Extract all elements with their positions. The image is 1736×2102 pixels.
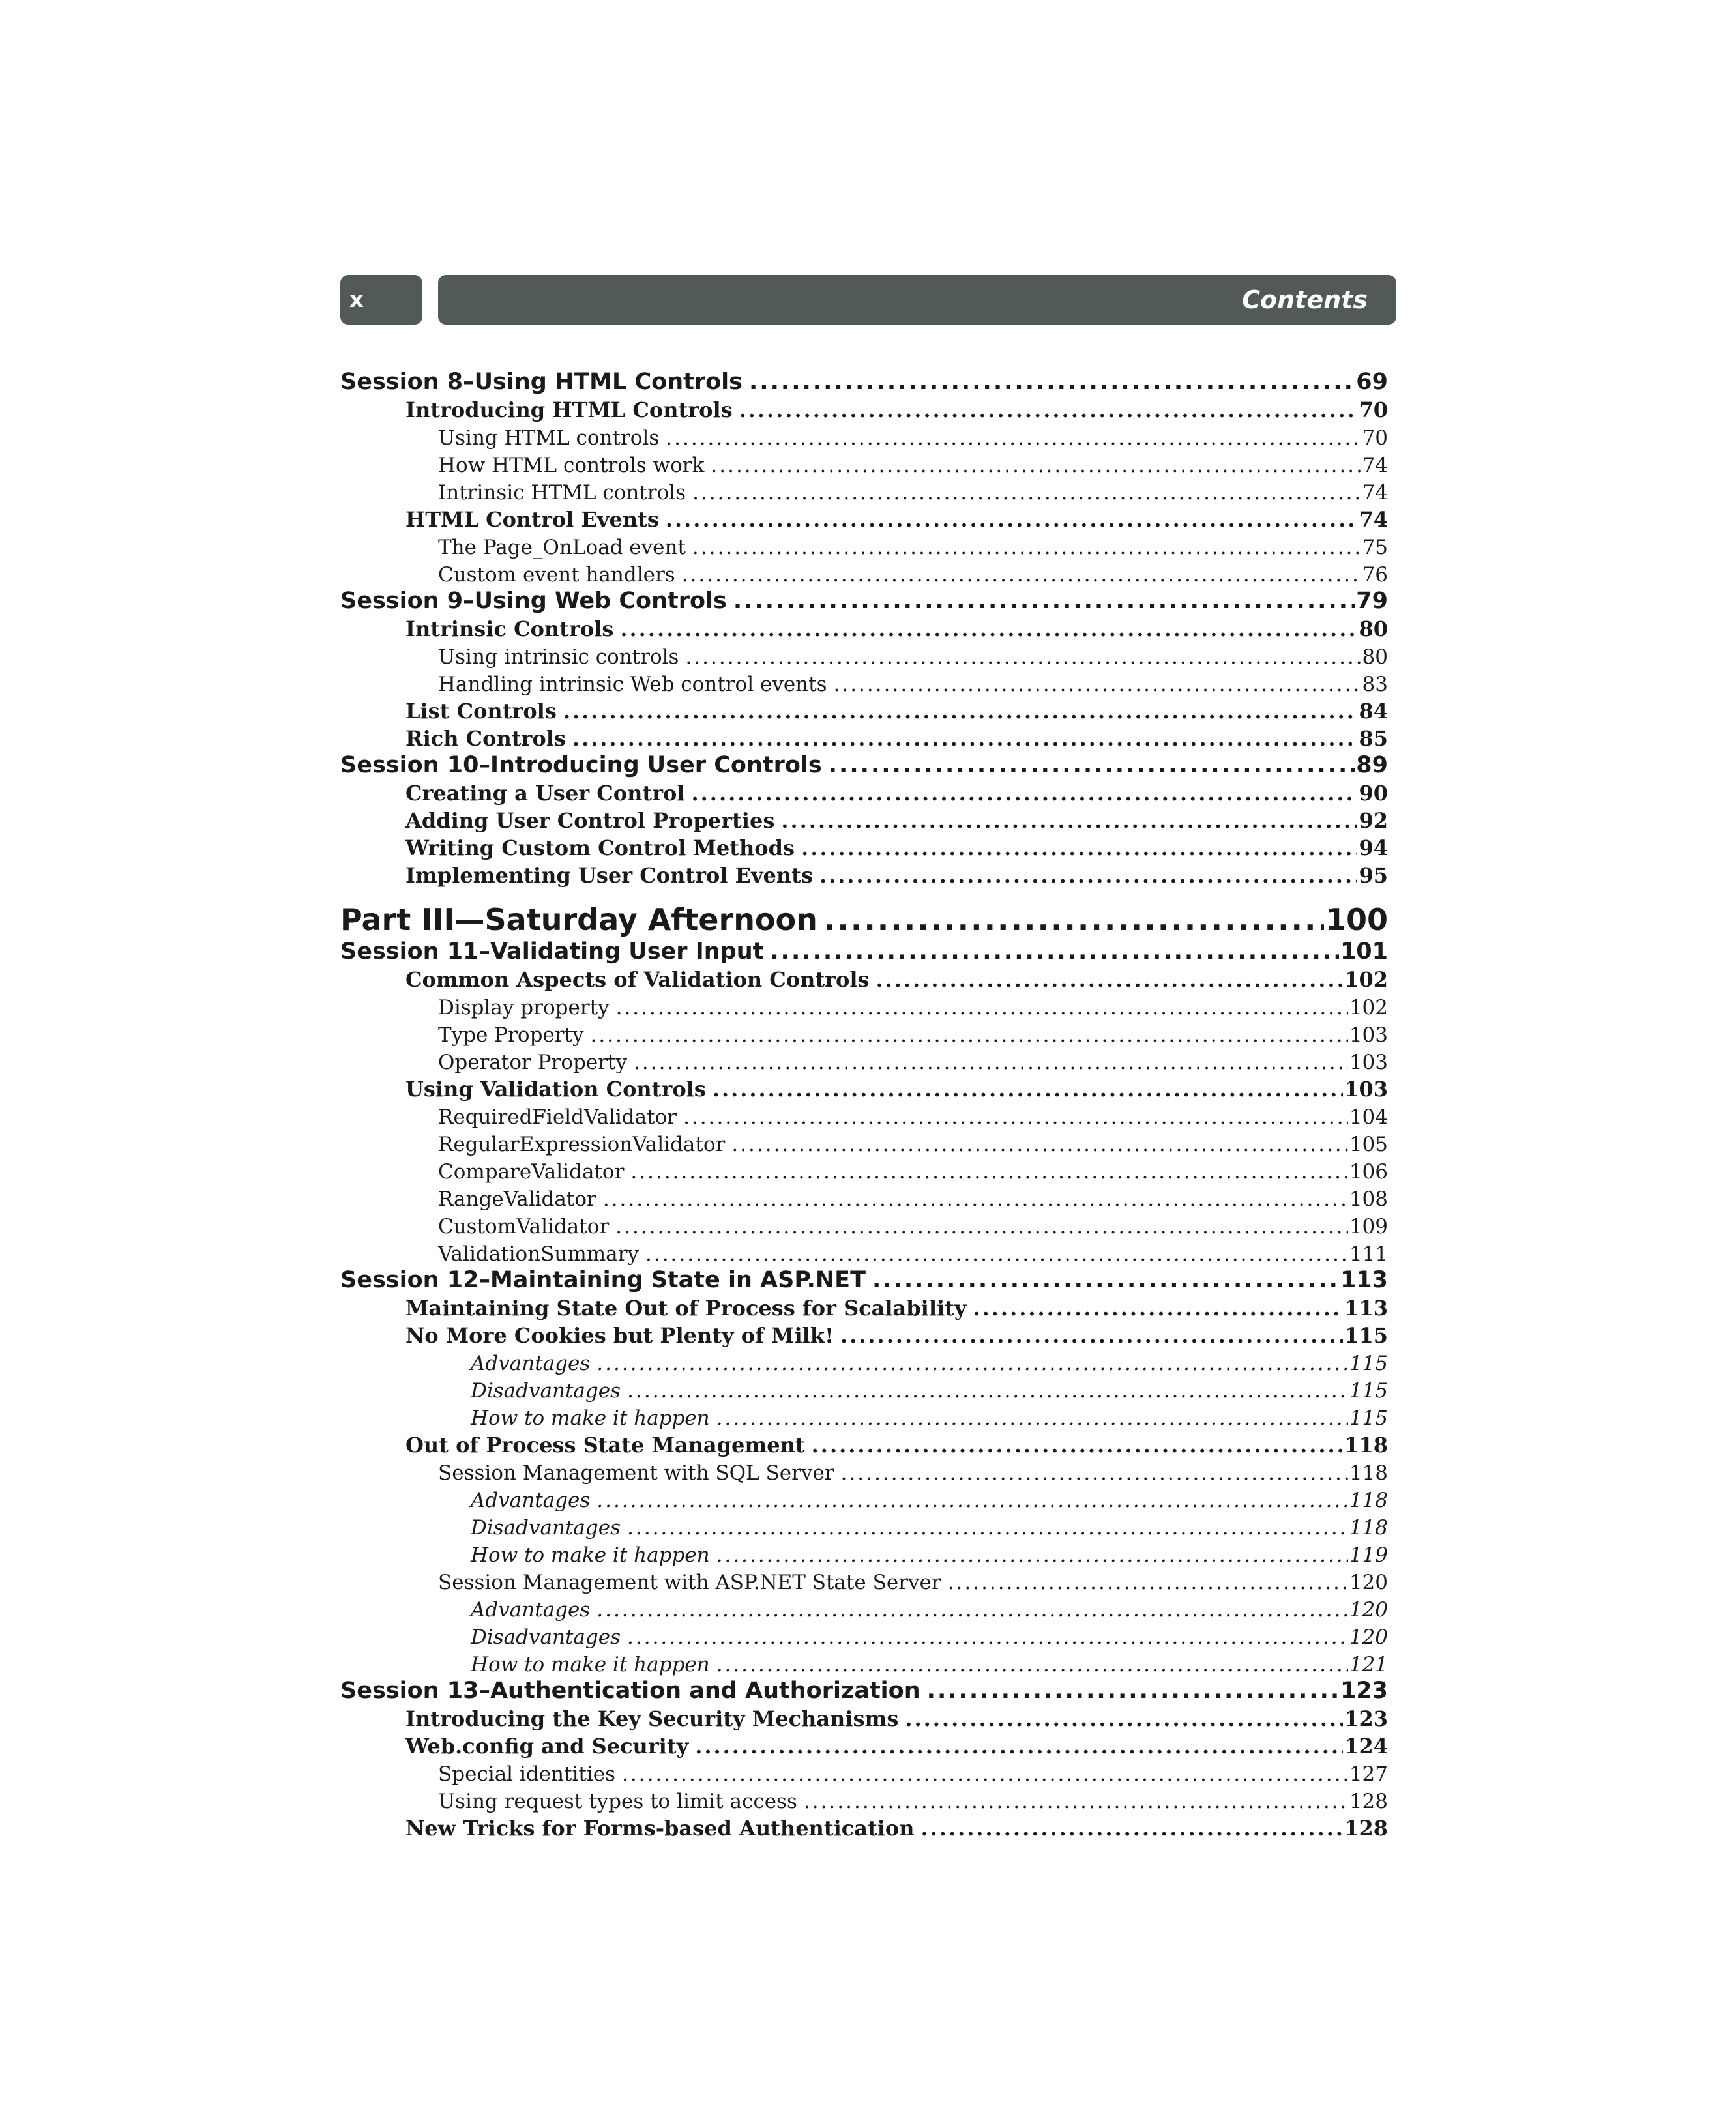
toc-entry-title: Session Management with ASP.NET State Server bbox=[438, 1571, 941, 1594]
toc-entry-page-number: 80 bbox=[1359, 617, 1388, 641]
dot-leader bbox=[692, 781, 1358, 806]
toc-entry-page-number: 128 bbox=[1349, 1790, 1388, 1813]
toc-entry-page-number: 115 bbox=[1344, 1323, 1388, 1348]
toc-entry-h2 bbox=[340, 422, 1388, 450]
toc-entry-title: Adding User Control Properties bbox=[405, 808, 775, 833]
toc-entry-title: ValidationSummary bbox=[438, 1242, 639, 1266]
toc-entry-title: Using Validation Controls bbox=[405, 1077, 706, 1102]
dot-leader bbox=[591, 1023, 1348, 1047]
dot-leader bbox=[572, 726, 1358, 751]
toc-entry-title: Display property bbox=[438, 996, 610, 1019]
dot-leader bbox=[596, 1352, 1348, 1375]
toc-entry-page-number: 118 bbox=[1344, 1433, 1388, 1457]
dot-leader bbox=[685, 645, 1361, 669]
toc-entry-h2 bbox=[340, 1786, 1388, 1813]
toc-entry-page-number: 103 bbox=[1349, 1051, 1388, 1074]
toc-entry-title: CustomValidator bbox=[438, 1215, 610, 1238]
toc-entry-title: Disadvantages bbox=[471, 1379, 621, 1403]
toc-entry-title: Advantages bbox=[471, 1598, 591, 1622]
toc-entry-session bbox=[340, 587, 1388, 614]
dot-leader bbox=[905, 1706, 1343, 1731]
toc-entry-h1 bbox=[340, 806, 1388, 833]
toc-entry-title: Session 12–Maintaining State in ASP.NET bbox=[340, 1267, 866, 1293]
toc-entry-page-number: 115 bbox=[1349, 1352, 1388, 1375]
dot-leader bbox=[603, 1188, 1348, 1211]
toc-entry-title: Out of Process State Management bbox=[405, 1433, 805, 1457]
dot-leader bbox=[829, 752, 1355, 778]
toc-entry-title: Creating a User Control bbox=[405, 781, 685, 806]
dot-leader bbox=[948, 1571, 1348, 1594]
toc-entry-title: Session 10–Introducing User Controls bbox=[340, 752, 822, 778]
toc-entry-title: No More Cookies but Plenty of Milk! bbox=[405, 1323, 834, 1348]
toc-entry-h3 bbox=[340, 1348, 1388, 1375]
toc-entry-h1 bbox=[340, 696, 1388, 723]
toc-entry-title: Special identities bbox=[438, 1762, 616, 1786]
dot-leader bbox=[616, 996, 1348, 1019]
toc-entry-h2 bbox=[340, 1238, 1388, 1266]
dot-leader bbox=[620, 617, 1357, 641]
toc-entry-title: Implementing User Control Events bbox=[405, 863, 813, 888]
toc-entry-h2 bbox=[340, 1211, 1388, 1238]
toc-entry-part bbox=[340, 899, 1388, 937]
toc-entry-page-number: 83 bbox=[1362, 673, 1388, 696]
toc-entry-title: Session Management with SQL Server bbox=[438, 1461, 834, 1485]
toc-entry-h2 bbox=[340, 559, 1388, 587]
toc-entry-page-number: 76 bbox=[1362, 563, 1388, 587]
dot-leader bbox=[563, 699, 1358, 723]
toc-entry-page-number: 95 bbox=[1359, 863, 1388, 888]
dot-leader bbox=[666, 426, 1361, 450]
toc-entry-page-number: 84 bbox=[1359, 699, 1388, 723]
toc-entry-h1 bbox=[340, 1321, 1388, 1348]
toc-entry-h1 bbox=[340, 1430, 1388, 1457]
toc-entry-h1 bbox=[340, 833, 1388, 860]
toc-entry-page-number: 74 bbox=[1362, 481, 1388, 504]
dot-leader bbox=[634, 1051, 1348, 1074]
dot-leader bbox=[749, 369, 1355, 395]
toc-entry-h1 bbox=[340, 1813, 1388, 1841]
toc-entry-page-number: 120 bbox=[1349, 1598, 1388, 1622]
toc-entry-title: Intrinsic HTML controls bbox=[438, 481, 686, 504]
toc-entry-h3 bbox=[340, 1403, 1388, 1430]
dot-leader bbox=[876, 967, 1344, 992]
dot-leader bbox=[596, 1598, 1348, 1622]
toc-entry-title: Introducing the Key Security Mechanisms bbox=[405, 1706, 899, 1731]
dot-leader bbox=[834, 673, 1361, 696]
page-number: x bbox=[340, 275, 422, 325]
toc-entry-h2 bbox=[340, 1184, 1388, 1211]
toc-entry-page-number: 89 bbox=[1356, 752, 1388, 778]
toc-entry-h2 bbox=[340, 1047, 1388, 1074]
toc-entry-page-number: 118 bbox=[1349, 1489, 1388, 1512]
dot-leader bbox=[627, 1516, 1348, 1540]
dot-leader bbox=[627, 1379, 1348, 1403]
toc-entry-h2 bbox=[340, 1457, 1388, 1485]
toc-entry-title: Using intrinsic controls bbox=[438, 645, 679, 669]
toc-entry-title: Using HTML controls bbox=[438, 426, 660, 450]
toc-entry-title: Introducing HTML Controls bbox=[405, 398, 733, 422]
toc-entry-page-number: 94 bbox=[1359, 836, 1388, 860]
toc-entry-h2 bbox=[340, 477, 1388, 504]
toc-entry-page-number: 74 bbox=[1362, 454, 1388, 477]
toc-entry-page-number: 115 bbox=[1349, 1379, 1388, 1403]
dot-leader bbox=[801, 836, 1357, 860]
toc-entry-h1 bbox=[340, 965, 1388, 992]
toc-entry-title: Session 9–Using Web Controls bbox=[340, 588, 727, 614]
toc-entry-page-number: 128 bbox=[1344, 1816, 1388, 1841]
dot-leader bbox=[716, 1653, 1348, 1676]
toc-entry-h1 bbox=[340, 723, 1388, 751]
toc-entry-h3 bbox=[340, 1622, 1388, 1649]
toc-entry-title: Operator Property bbox=[438, 1051, 628, 1074]
toc-entry-page-number: 124 bbox=[1344, 1734, 1388, 1759]
toc-entry-page-number: 120 bbox=[1349, 1626, 1388, 1649]
dot-leader bbox=[627, 1626, 1348, 1649]
dot-leader bbox=[695, 1734, 1343, 1759]
dot-leader bbox=[683, 1105, 1348, 1129]
toc-entry-page-number: 85 bbox=[1359, 726, 1388, 751]
toc-entry-title: Part III—Saturday Afternoon bbox=[340, 902, 817, 937]
toc-entry-page-number: 108 bbox=[1349, 1188, 1388, 1211]
toc-entry-title: Handling intrinsic Web control events bbox=[438, 673, 827, 696]
toc-entry-title: Session 8–Using HTML Controls bbox=[340, 369, 743, 395]
dot-leader bbox=[819, 863, 1358, 888]
toc-entry-h1 bbox=[340, 778, 1388, 806]
toc-entry-h2 bbox=[340, 532, 1388, 559]
toc-entry-h3 bbox=[340, 1375, 1388, 1403]
dot-leader bbox=[872, 1267, 1339, 1293]
toc-entry-title: Maintaining State Out of Process for Scalability bbox=[405, 1296, 967, 1321]
dot-leader bbox=[804, 1790, 1348, 1813]
toc-entry-page-number: 123 bbox=[1344, 1706, 1388, 1731]
toc-entry-h2 bbox=[340, 1019, 1388, 1047]
table-of-contents bbox=[340, 368, 1388, 1841]
toc-entry-title: List Controls bbox=[405, 699, 557, 723]
toc-entry-title: How to make it happen bbox=[471, 1653, 710, 1676]
toc-entry-h2 bbox=[340, 992, 1388, 1019]
toc-entry-page-number: 92 bbox=[1359, 808, 1388, 833]
toc-entry-page-number: 106 bbox=[1349, 1160, 1388, 1184]
dot-leader bbox=[666, 507, 1358, 532]
toc-entry-title: How to make it happen bbox=[471, 1543, 710, 1567]
toc-entry-title: Web.config and Security bbox=[405, 1734, 689, 1759]
toc-entry-session bbox=[340, 751, 1388, 778]
dot-leader bbox=[645, 1242, 1348, 1266]
dot-leader bbox=[824, 902, 1324, 937]
toc-entry-title: Disadvantages bbox=[471, 1626, 621, 1649]
toc-entry-title: Type Property bbox=[438, 1023, 584, 1047]
toc-entry-session bbox=[340, 368, 1388, 395]
dot-leader bbox=[739, 398, 1358, 422]
toc-entry-session bbox=[340, 1676, 1388, 1704]
toc-entry-title: Rich Controls bbox=[405, 726, 566, 751]
toc-entry-page-number: 118 bbox=[1349, 1461, 1388, 1485]
toc-entry-h1 bbox=[340, 504, 1388, 532]
dot-leader bbox=[622, 1762, 1348, 1786]
toc-entry-h1 bbox=[340, 1074, 1388, 1102]
toc-entry-page-number: 75 bbox=[1362, 536, 1388, 559]
toc-entry-h2 bbox=[340, 1567, 1388, 1594]
toc-entry-title: Disadvantages bbox=[471, 1516, 621, 1540]
toc-entry-title: RangeValidator bbox=[438, 1188, 596, 1211]
toc-entry-page-number: 120 bbox=[1349, 1571, 1388, 1594]
dot-leader bbox=[692, 536, 1361, 559]
toc-entry-h1 bbox=[340, 614, 1388, 641]
toc-entry-page-number: 105 bbox=[1349, 1133, 1388, 1156]
toc-entry-title: CompareValidator bbox=[438, 1160, 625, 1184]
toc-entry-title: RegularExpressionValidator bbox=[438, 1133, 726, 1156]
toc-entry-page-number: 70 bbox=[1362, 426, 1388, 450]
toc-entry-session bbox=[340, 937, 1388, 965]
toc-entry-h1 bbox=[340, 1731, 1388, 1759]
toc-entry-title: Session 13–Authentication and Authorization bbox=[340, 1678, 920, 1704]
toc-entry-title: Intrinsic Controls bbox=[405, 617, 614, 641]
toc-entry-page-number: 70 bbox=[1359, 398, 1388, 422]
toc-entry-h3 bbox=[340, 1649, 1388, 1676]
toc-entry-h2 bbox=[340, 1156, 1388, 1184]
toc-entry-h2 bbox=[340, 450, 1388, 477]
toc-entry-title: Using request types to limit access bbox=[438, 1790, 797, 1813]
toc-entry-page-number: 111 bbox=[1349, 1242, 1388, 1266]
toc-entry-title: Advantages bbox=[471, 1352, 591, 1375]
dot-leader bbox=[733, 588, 1355, 614]
dot-leader bbox=[770, 939, 1339, 965]
dot-leader bbox=[781, 808, 1357, 833]
toc-entry-title: Advantages bbox=[471, 1489, 591, 1512]
toc-entry-h1 bbox=[340, 1704, 1388, 1731]
toc-entry-h2 bbox=[340, 1759, 1388, 1786]
toc-entry-title: Session 11–Validating User Input bbox=[340, 939, 764, 965]
toc-entry-page-number: 101 bbox=[1340, 939, 1388, 965]
dot-leader bbox=[973, 1296, 1344, 1321]
toc-entry-page-number: 121 bbox=[1349, 1653, 1388, 1676]
toc-entry-page-number: 100 bbox=[1325, 902, 1388, 937]
toc-entry-page-number: 115 bbox=[1349, 1407, 1388, 1430]
toc-entry-title: New Tricks for Forms-based Authentication bbox=[405, 1816, 915, 1841]
toc-entry-page-number: 104 bbox=[1349, 1105, 1388, 1129]
dot-leader bbox=[596, 1489, 1348, 1512]
dot-leader bbox=[630, 1160, 1347, 1184]
toc-entry-page-number: 109 bbox=[1349, 1215, 1388, 1238]
toc-entry-page-number: 69 bbox=[1356, 369, 1388, 395]
dot-leader bbox=[615, 1215, 1348, 1238]
dot-leader bbox=[812, 1433, 1344, 1457]
toc-entry-page-number: 123 bbox=[1340, 1678, 1388, 1704]
toc-entry-page-number: 103 bbox=[1344, 1077, 1388, 1102]
toc-entry-page-number: 127 bbox=[1349, 1762, 1388, 1786]
toc-entry-page-number: 118 bbox=[1349, 1516, 1388, 1540]
toc-entry-h1 bbox=[340, 1293, 1388, 1321]
toc-entry-page-number: 79 bbox=[1356, 588, 1388, 614]
toc-entry-page-number: 74 bbox=[1359, 507, 1388, 532]
toc-entry-page-number: 113 bbox=[1340, 1267, 1388, 1293]
toc-entry-h1 bbox=[340, 395, 1388, 422]
dot-leader bbox=[921, 1816, 1344, 1841]
toc-entry-h1 bbox=[340, 860, 1388, 888]
toc-entry-title: Common Aspects of Validation Controls bbox=[405, 967, 870, 992]
dot-leader bbox=[927, 1678, 1339, 1704]
toc-entry-title: HTML Control Events bbox=[405, 507, 659, 532]
dot-leader bbox=[840, 1323, 1343, 1348]
dot-leader bbox=[713, 1077, 1343, 1102]
toc-entry-h2 bbox=[340, 1102, 1388, 1129]
toc-entry-h2 bbox=[340, 669, 1388, 696]
dot-leader bbox=[711, 454, 1361, 477]
toc-entry-page-number: 102 bbox=[1349, 996, 1388, 1019]
toc-entry-page-number: 119 bbox=[1349, 1543, 1388, 1567]
running-head-title: Contents bbox=[438, 275, 1396, 325]
dot-leader bbox=[716, 1543, 1348, 1567]
toc-entry-page-number: 113 bbox=[1344, 1296, 1388, 1321]
dot-leader bbox=[692, 481, 1361, 504]
toc-entry-title: How to make it happen bbox=[471, 1407, 710, 1430]
toc-entry-title: Writing Custom Control Methods bbox=[405, 836, 795, 860]
dot-leader bbox=[682, 563, 1361, 587]
dot-leader bbox=[731, 1133, 1348, 1156]
toc-entry-h3 bbox=[340, 1485, 1388, 1512]
toc-entry-h3 bbox=[340, 1594, 1388, 1622]
toc-entry-title: RequiredFieldValidator bbox=[438, 1105, 677, 1129]
toc-entry-page-number: 80 bbox=[1362, 645, 1388, 669]
dot-leader bbox=[841, 1461, 1348, 1485]
toc-entry-session bbox=[340, 1266, 1388, 1293]
toc-entry-page-number: 90 bbox=[1359, 781, 1388, 806]
toc-entry-title: Custom event handlers bbox=[438, 563, 675, 587]
toc-entry-h3 bbox=[340, 1512, 1388, 1540]
toc-entry-h2 bbox=[340, 641, 1388, 669]
toc-entry-title: How HTML controls work bbox=[438, 454, 705, 477]
toc-entry-h2 bbox=[340, 1129, 1388, 1156]
toc-entry-h3 bbox=[340, 1540, 1388, 1567]
page-header bbox=[340, 275, 1396, 326]
dot-leader bbox=[716, 1407, 1348, 1430]
toc-entry-page-number: 102 bbox=[1344, 967, 1388, 992]
toc-entry-title: The Page_OnLoad event bbox=[438, 536, 686, 559]
toc-entry-page-number: 103 bbox=[1349, 1023, 1388, 1047]
